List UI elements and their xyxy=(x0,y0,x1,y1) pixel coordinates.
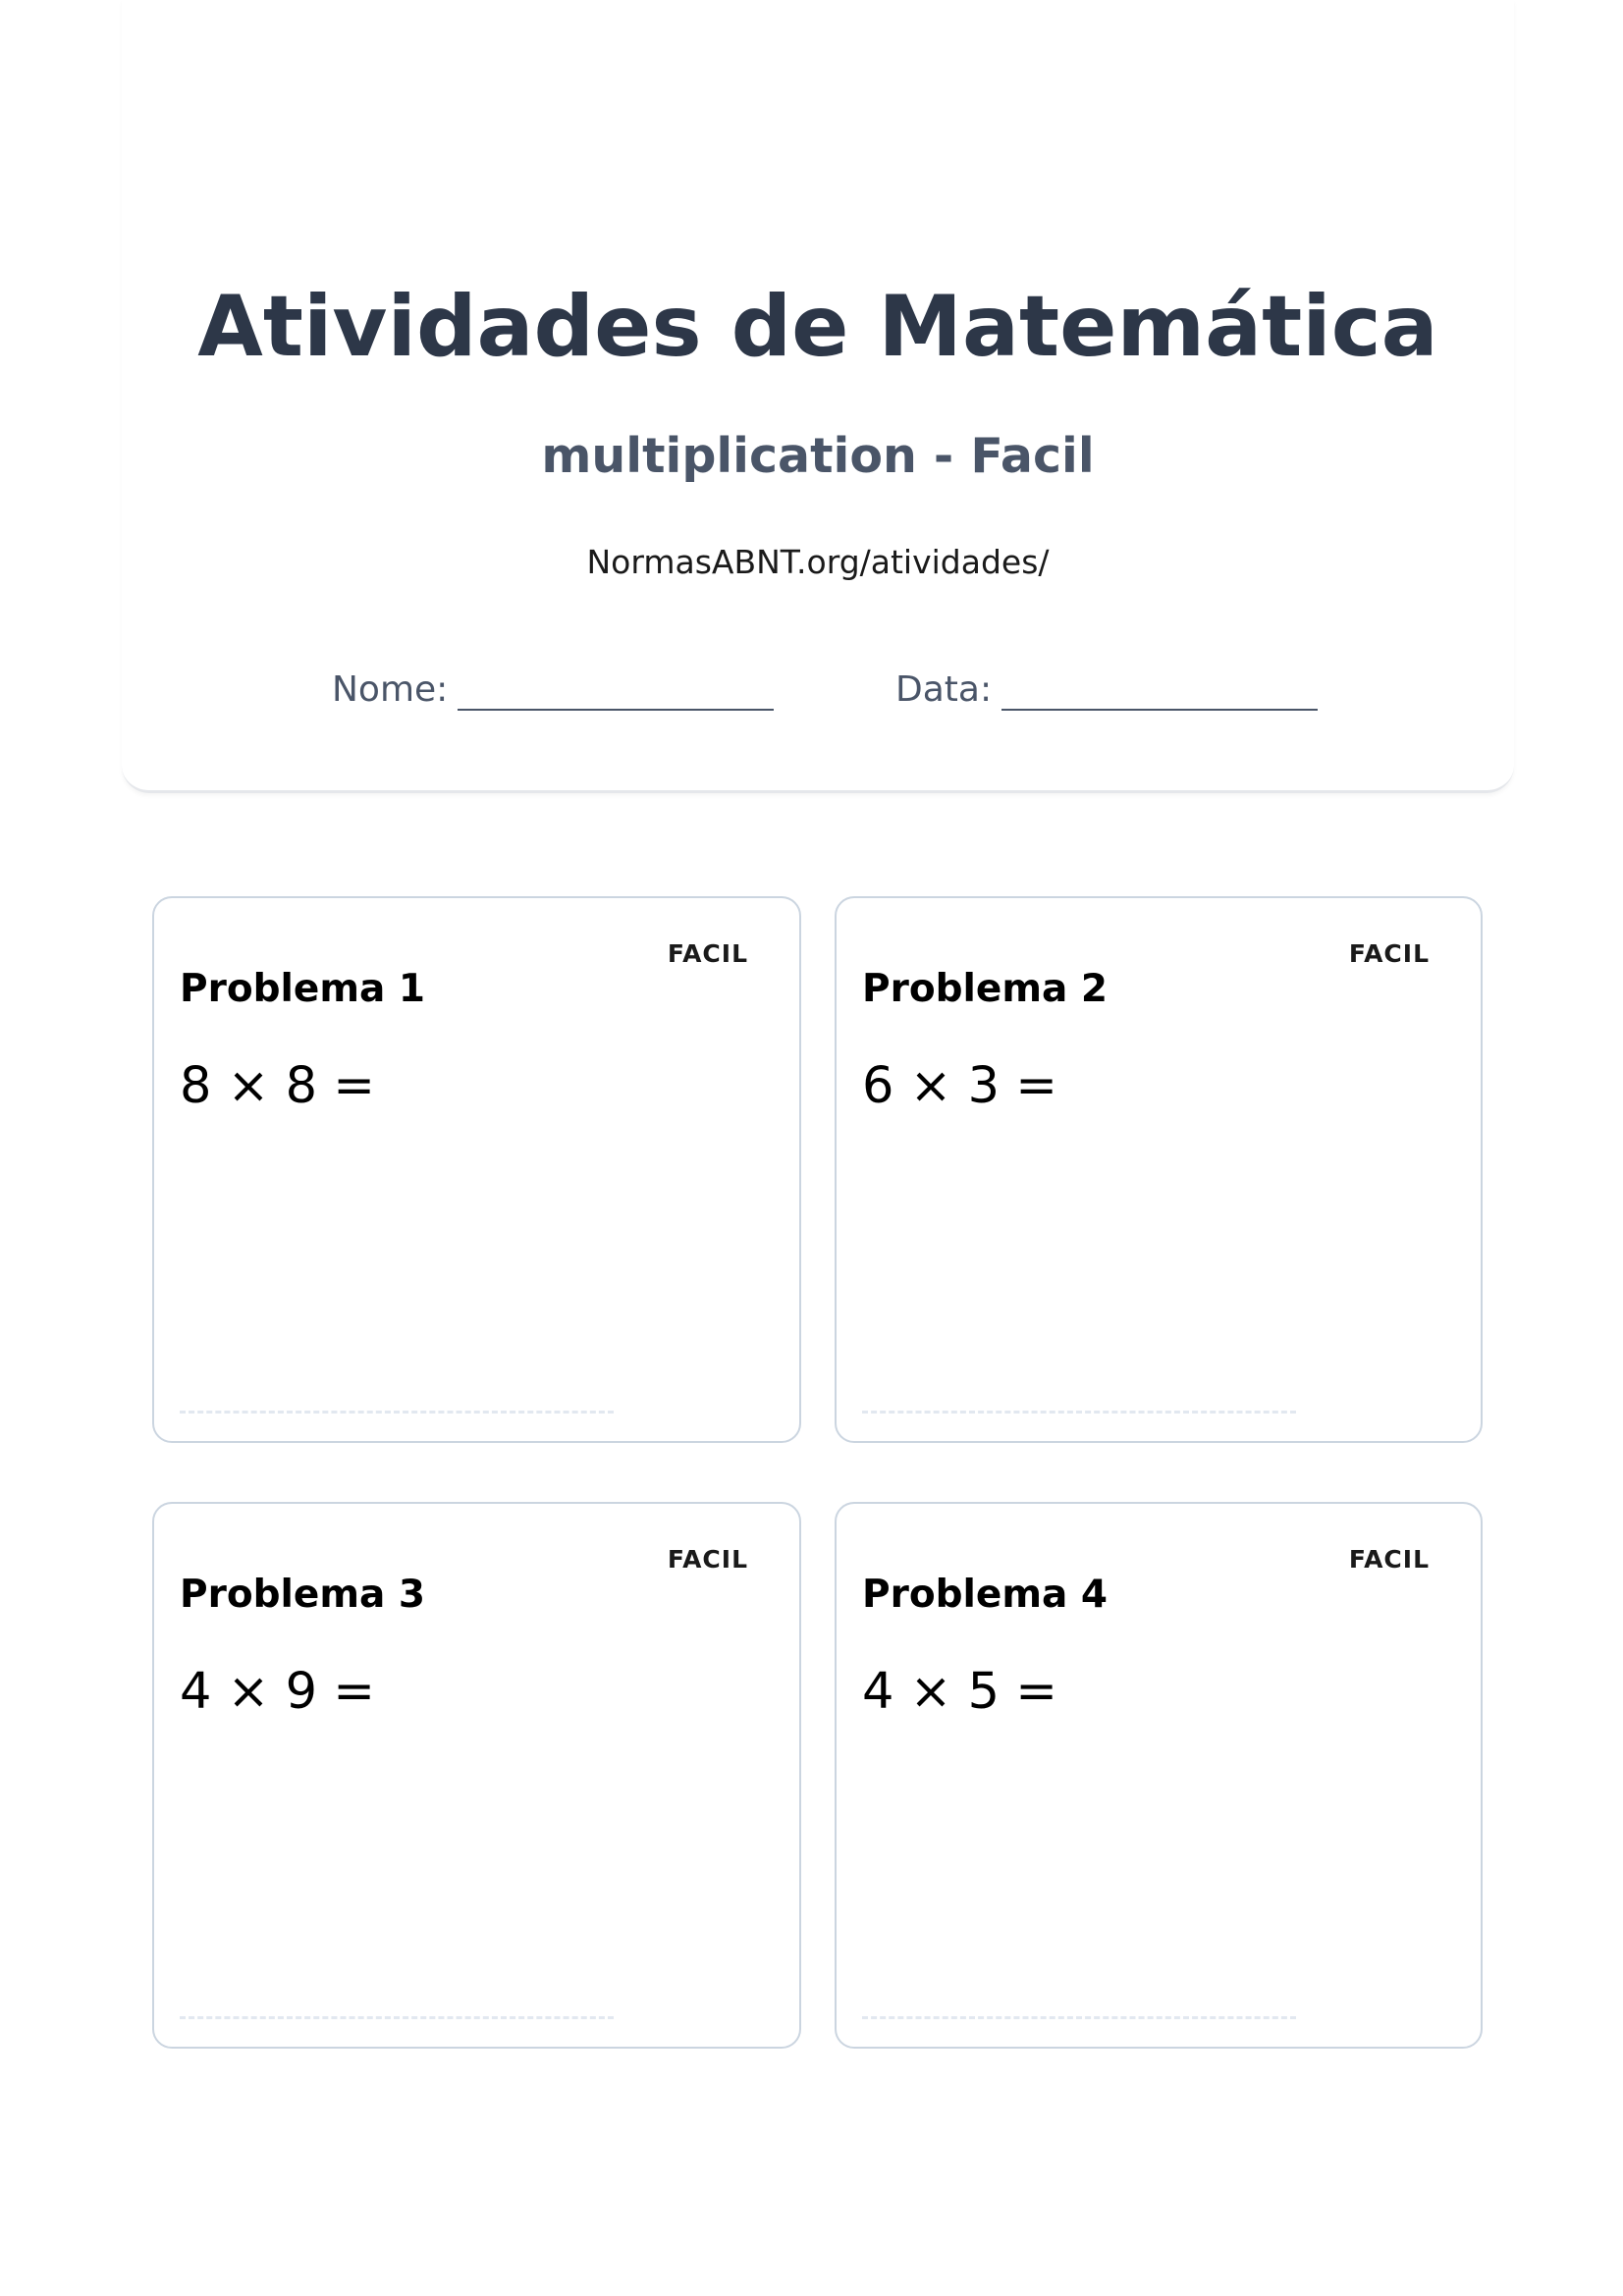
page-title: Atividades de Matemática xyxy=(197,278,1438,376)
date-blank-line[interactable] xyxy=(1001,671,1318,711)
problem-card-3 xyxy=(152,1502,801,2049)
problem-expression: 4 × 9 = xyxy=(180,1663,375,1721)
difficulty-badge: FACIL xyxy=(1348,939,1430,968)
answer-line[interactable] xyxy=(180,2016,614,2019)
problem-expression: 8 × 8 = xyxy=(180,1057,375,1115)
problem-title: Problema 2 xyxy=(862,967,1109,1011)
problem-title: Problema 4 xyxy=(862,1573,1109,1617)
site-url: NormasABNT.org/atividades/ xyxy=(586,543,1050,581)
date-field[interactable] xyxy=(895,668,1318,711)
answer-line[interactable] xyxy=(180,1411,614,1414)
problem-expression: 4 × 5 = xyxy=(862,1663,1057,1721)
difficulty-badge: FACIL xyxy=(667,1545,748,1574)
page-subtitle: multiplication - Facil xyxy=(541,428,1095,484)
worksheet-header xyxy=(122,0,1514,793)
answer-line[interactable] xyxy=(862,1411,1296,1414)
problem-title: Problema 3 xyxy=(180,1573,426,1617)
problem-card-1 xyxy=(152,896,801,1443)
problem-card-4 xyxy=(835,1502,1483,2049)
difficulty-badge: FACIL xyxy=(667,939,748,968)
answer-line[interactable] xyxy=(862,2016,1296,2019)
name-label: Nome: xyxy=(332,669,449,710)
difficulty-badge: FACIL xyxy=(1348,1545,1430,1574)
date-label: Data: xyxy=(895,669,993,710)
problem-card-2 xyxy=(835,896,1483,1443)
problem-title: Problema 1 xyxy=(180,967,426,1011)
name-blank-line[interactable] xyxy=(458,671,774,711)
name-field[interactable] xyxy=(332,668,774,711)
problem-expression: 6 × 3 = xyxy=(862,1057,1057,1115)
